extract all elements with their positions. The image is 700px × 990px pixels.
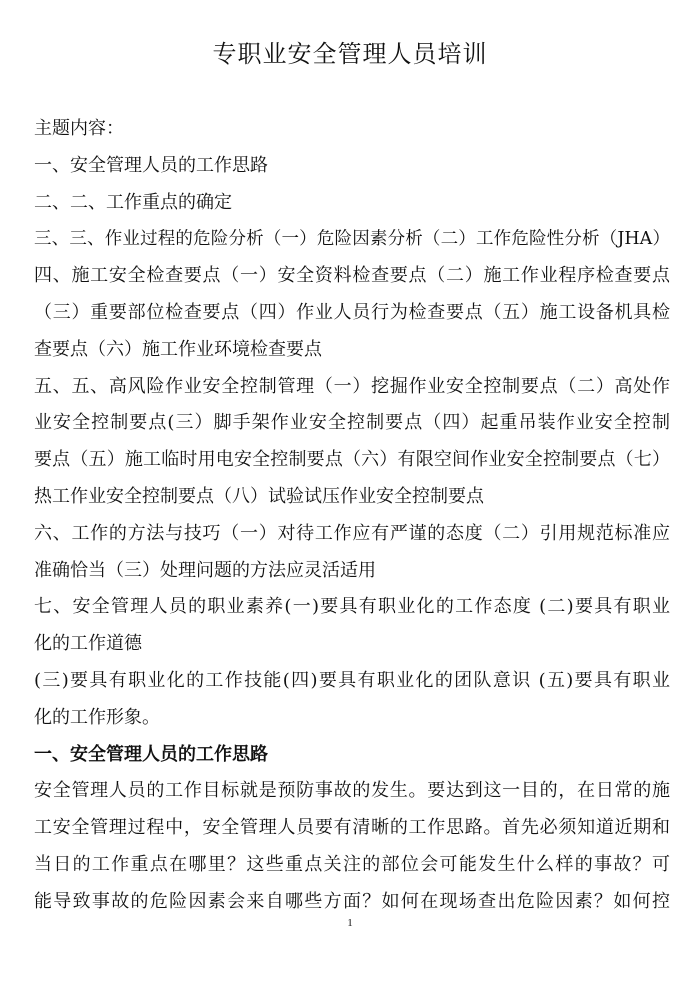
- text-line: 一、安全管理人员的工作思路: [34, 154, 268, 176]
- text-line: 热工作业安全控制要点（八）试验试压作业安全控制要点: [34, 485, 484, 507]
- text-line: 二、二、工作重点的确定: [34, 191, 232, 213]
- text-line: 七、安全管理人员的职业素养(一)要具有职业化的工作态度 (二)要具有职业: [34, 596, 670, 618]
- text-line: 主题内容：: [34, 118, 124, 139]
- text-line: 三、三、作业过程的危险分析（一）危险因素分析（二）工作危险性分析（JHA）: [34, 229, 670, 250]
- document-body: [34, 111, 670, 921]
- text-line: 六、工作的方法与技巧（一）对待工作应有严谨的态度（二）引用规范标准应: [34, 522, 670, 544]
- text-line: 准确恰当（三）处理问题的方法应灵活适用: [34, 559, 376, 581]
- text-line: 化的工作形象。: [34, 706, 160, 728]
- document-title: 专职业安全管理人员培训: [212, 40, 488, 68]
- text-line: 业安全控制要点(三）脚手架作业安全控制要点（四）起重吊装作业安全控制: [34, 412, 670, 434]
- text-line: 化的工作道德: [34, 633, 142, 655]
- text-line: 查要点（六）施工作业环境检查要点: [34, 338, 322, 360]
- page-number: 1: [347, 917, 353, 929]
- text-line: 能导致事故的危险因素会来自哪些方面？如何在现场查出危险因素？如何控: [34, 890, 670, 912]
- text-line: 工安全管理过程中，安全管理人员要有清晰的工作思路。首先必须知道近期和: [34, 817, 670, 839]
- text-line: 当日的工作重点在哪里？这些重点关注的部位会可能发生什么样的事故？可: [34, 853, 670, 875]
- section-heading: 一、安全管理人员的工作思路: [34, 743, 268, 765]
- text-line: 五、五、高风险作业安全控制管理（一）挖掘作业安全控制要点（二）高处作: [34, 375, 670, 397]
- text-line: 安全管理人员的工作目标就是预防事故的发生。要达到这一目的，在日常的施: [34, 780, 670, 802]
- text-line: (三)要具有职业化的工作技能(四)要具有职业化的团队意识 (五)要具有职业: [34, 669, 670, 691]
- text-line: （三）重要部位检查要点（四）作业人员行为检查要点（五）施工设备机具检: [34, 301, 670, 323]
- text-line: 四、施工安全检查要点（一）安全资料检查要点（二）施工作业程序检查要点: [34, 265, 670, 287]
- text-line: 要点（五）施工临时用电安全控制要点（六）有限空间作业安全控制要点（七）: [34, 449, 670, 471]
